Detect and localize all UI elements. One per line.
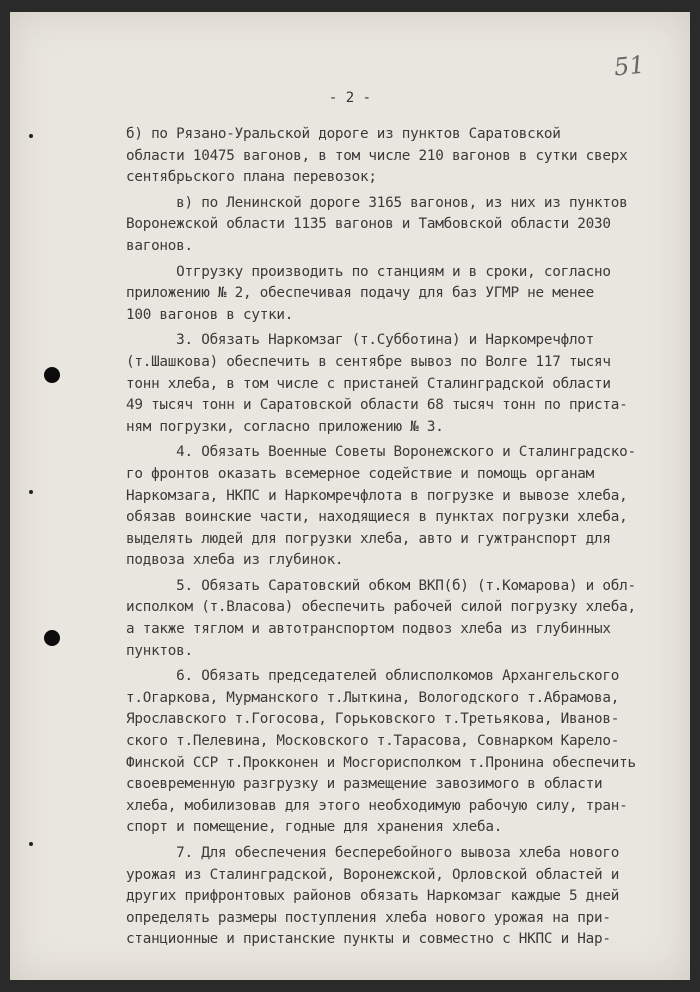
text-line: Наркомзага, НКПС и Наркомречфлота в погрузке и вывозе хлеба, [126, 487, 628, 504]
punch-mark-icon [29, 134, 33, 138]
text-line: хлеба, мобилизовав для этого необходимую рабочую силу, тран- [126, 797, 628, 814]
text-line: определять размеры поступления хлеба нового урожая на при- [126, 909, 611, 926]
text-line: области 10475 вагонов, в том числе 210 вагонов в сутки сверх [126, 147, 628, 164]
text-line: тонн хлеба, в том числе с пристаней Сталинградской области [126, 375, 611, 392]
text-line: 3. Обязать Наркомзаг (т.Субботина) и Наркомречфлот [126, 332, 595, 349]
text-line: 49 тысяч тонн и Саратовской области 68 тысяч тонн по приста- [126, 397, 628, 414]
punch-mark-icon [29, 490, 33, 494]
text-line: ням погрузки, согласно приложению № 3. [126, 418, 444, 435]
text-line: 100 вагонов в сутки. [126, 306, 294, 323]
binding-hole-icon [44, 630, 60, 646]
text-line: а также тяглом и автотранспортом подвоз хлеба из глубинных [126, 621, 611, 638]
text-line: спорт и помещение, годные для хранения хлеба. [126, 819, 503, 836]
text-line: б) по Рязано-Уральской дороге из пунктов Саратовской [126, 126, 561, 142]
text-line: выделять людей для погрузки хлеба, авто и гужтранспорт для [126, 530, 611, 547]
binding-hole-icon [44, 367, 60, 383]
text-line: обязав воинские части, находящиеся в пунктах погрузки хлеба, [126, 509, 628, 526]
text-line: станционные и пристанские пункты и совместно с НКПС и Нар- [126, 931, 611, 948]
text-line: своевременную разгрузку и размещение завозимого в области [126, 776, 603, 793]
text-line: Финской ССР т.Прокконен и Мосгорисполком т.Пронина обеспечить [126, 754, 636, 771]
text-line: 6. Обязать председателей облисполкомов Архангельского [126, 668, 620, 685]
text-line: исполком (т.Власова) обеспечить рабочей силой погрузку хлеба, [126, 599, 636, 616]
text-line: приложению № 2, обеспечивая подачу для баз УГМР не менее [126, 285, 595, 302]
text-line: го фронтов оказать всемерное содействие и помощь органам [126, 465, 595, 482]
text-line: (т.Шашкова) обеспечить в сентябре вывоз по Волге 117 тысяч [126, 353, 611, 370]
text-line: в) по Ленинской дороге 3165 вагонов, из них из пунктов [126, 194, 628, 211]
text-line: урожая из Сталинградской, Воронежской, Орловской областей и [126, 866, 620, 883]
text-line: 4. Обязать Военные Советы Воронежского и Сталинградско- [126, 444, 636, 461]
text-line: Отгрузку производить по станциям и в сроки, согласно [126, 263, 611, 280]
text-line: 5. Обязать Саратовский обком ВКП(б) (т.Комарова) и обл- [126, 577, 636, 594]
text-line: т.Огаркова, Мурманского т.Лыткина, Вологодского т.Абрамова, [126, 689, 620, 706]
text-line: пунктов. [126, 642, 193, 659]
punch-mark-icon [29, 842, 33, 846]
text-line: вагонов. [126, 237, 193, 254]
text-line: подвоза хлеба из глубинок. [126, 552, 344, 569]
text-line: Воронежской области 1135 вагонов и Тамбовской области 2030 [126, 216, 611, 233]
text-line: Ярославского т.Гогосова, Горьковского т.Третьякова, Иванов- [126, 711, 620, 728]
text-line: 7. Для обеспечения бесперебойного вывоза хлеба нового [126, 845, 620, 861]
text-line: сентябрьского плана перевозок; [126, 169, 377, 186]
document-body [126, 124, 666, 951]
page-number: - 2 - [328, 90, 372, 106]
document-page [10, 12, 690, 980]
text-line: других прифронтовых районов обязать Наркомзаг каждые 5 дней [126, 888, 620, 905]
text-line: ского т.Пелевина, Московского т.Тарасова, Совнарком Карело- [126, 733, 620, 750]
archive-folio-number: 51 [612, 50, 646, 82]
